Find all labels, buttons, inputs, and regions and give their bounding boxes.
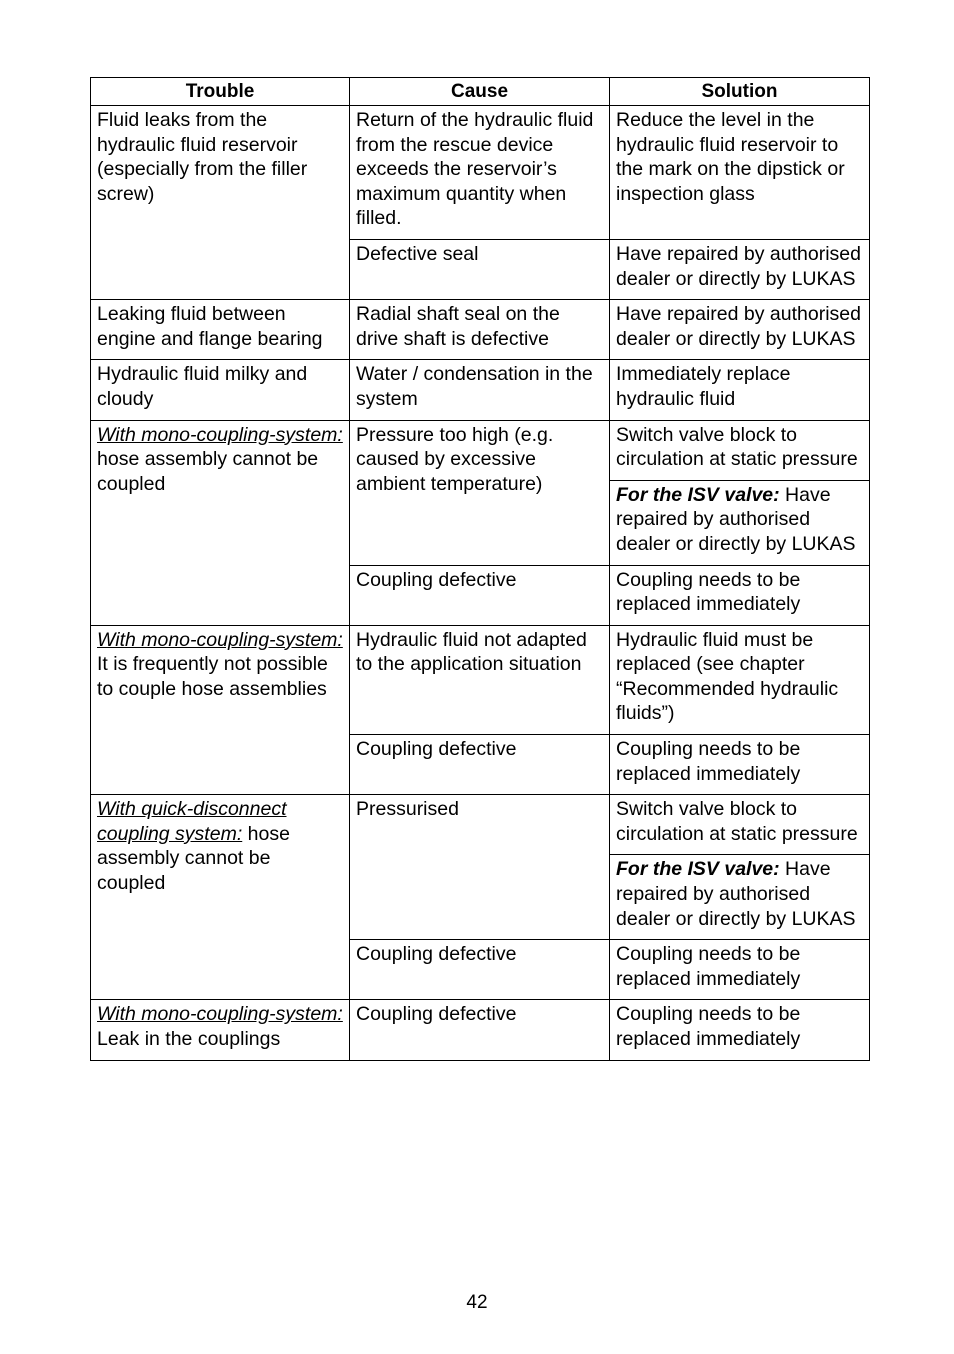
table-row — [91, 106, 870, 240]
trouble-text: Leaking fluid between engine and flange bearing — [97, 303, 323, 350]
solution-text: Switch valve block to circulation at static pressure — [616, 798, 858, 845]
solution-text: Coupling needs to be replaced immediately — [616, 1003, 801, 1050]
trouble-qualifier: With mono-coupling-system: — [97, 1003, 343, 1026]
solution-cell — [610, 480, 870, 565]
trouble-text: Hydraulic fluid milky and cloudy — [97, 363, 308, 410]
table-row — [91, 1000, 870, 1060]
trouble-cell — [91, 360, 350, 420]
solution-cell — [610, 360, 870, 420]
trouble-text: hose assembly cannot be coupled — [97, 448, 319, 495]
trouble-text: Leak in the couplings — [97, 1028, 281, 1050]
cause-cell: Pressure too high (e.g. caused by excessive ambient temperature) — [350, 420, 610, 565]
solution-text: Coupling needs to be replaced immediately — [616, 568, 801, 616]
trouble-cell — [91, 106, 350, 300]
solution-text: Have repaired by authorised dealer or directly by LUKAS — [616, 858, 856, 930]
cause-cell: Radial shaft seal on the drive shaft is defective — [350, 300, 610, 360]
header-trouble: Trouble — [91, 78, 350, 106]
solution-text: Hydraulic fluid must be replaced (see chapter “Recommended hydraulic fluids”) — [616, 628, 839, 725]
troubleshooting-table — [90, 77, 870, 1061]
header-row — [91, 78, 870, 106]
solution-emphasis: For the ISV valve: — [616, 483, 780, 506]
solution-cell — [610, 855, 870, 940]
solution-cell — [610, 735, 870, 795]
solution-cell — [610, 625, 870, 734]
solution-cell — [610, 795, 870, 855]
solution-cell — [610, 565, 870, 625]
trouble-text: It is frequently not possible to couple hose assemblies — [97, 653, 328, 700]
solution-cell — [610, 300, 870, 360]
table-row — [91, 360, 870, 420]
cause-cell: Coupling defective — [350, 565, 610, 625]
cause-cell: Water / condensation in the system — [350, 360, 610, 420]
table-row — [91, 420, 870, 480]
trouble-cell — [91, 420, 350, 625]
solution-cell — [610, 106, 870, 240]
cause-cell: Defective seal — [350, 239, 610, 299]
cause-cell: Pressurised — [350, 795, 610, 940]
solution-text: Immediately replace hydraulic fluid — [616, 363, 791, 410]
solution-cell — [610, 239, 870, 299]
trouble-cell — [91, 625, 350, 795]
solution-text: Have repaired by authorised dealer or directly by LUKAS — [616, 303, 861, 350]
solution-text: Have repaired by authorised dealer or directly by LUKAS — [616, 242, 861, 290]
trouble-qualifier: With mono-coupling-system: — [97, 423, 343, 446]
cause-cell: Coupling defective — [350, 940, 610, 1000]
solution-text: Reduce the level in the hydraulic fluid reservoir to the mark on the dipstick or inspection glass — [616, 109, 845, 205]
solution-text: Coupling needs to be replaced immediately — [616, 738, 801, 785]
trouble-cell — [91, 300, 350, 360]
cause-cell: Return of the hydraulic fluid from the rescue device exceeds the reservoir’s maximum quantity when filled. — [350, 106, 610, 240]
cause-cell: Coupling defective — [350, 1000, 610, 1060]
header-cause: Cause — [350, 78, 610, 106]
cause-cell: Coupling defective — [350, 735, 610, 795]
trouble-cell — [91, 795, 350, 1000]
solution-cell — [610, 940, 870, 1000]
table-row — [91, 300, 870, 360]
table-row — [91, 795, 870, 855]
table-body — [91, 106, 870, 1061]
trouble-qualifier: With mono-coupling-system: — [97, 628, 343, 651]
solution-text: Coupling needs to be replaced immediately — [616, 943, 801, 990]
trouble-text: hose assembly cannot be coupled — [97, 822, 290, 895]
trouble-qualifier: With quick-disconnect coupling system: — [97, 798, 287, 845]
cause-cell: Hydraulic fluid not adapted to the application situation — [350, 625, 610, 734]
solution-text: Have repaired by authorised dealer or directly by LUKAS — [616, 483, 856, 555]
header-solution: Solution — [610, 78, 870, 106]
solution-text: Switch valve block to circulation at static pressure — [616, 423, 858, 471]
solution-emphasis: For the ISV valve: — [616, 858, 780, 881]
page-number: 42 — [466, 1292, 488, 1313]
trouble-text: Fluid leaks from the hydraulic fluid reservoir (especially from the filler screw) — [97, 109, 308, 205]
table-row — [91, 625, 870, 734]
trouble-cell — [91, 1000, 350, 1060]
solution-cell — [610, 420, 870, 480]
solution-cell — [610, 1000, 870, 1060]
